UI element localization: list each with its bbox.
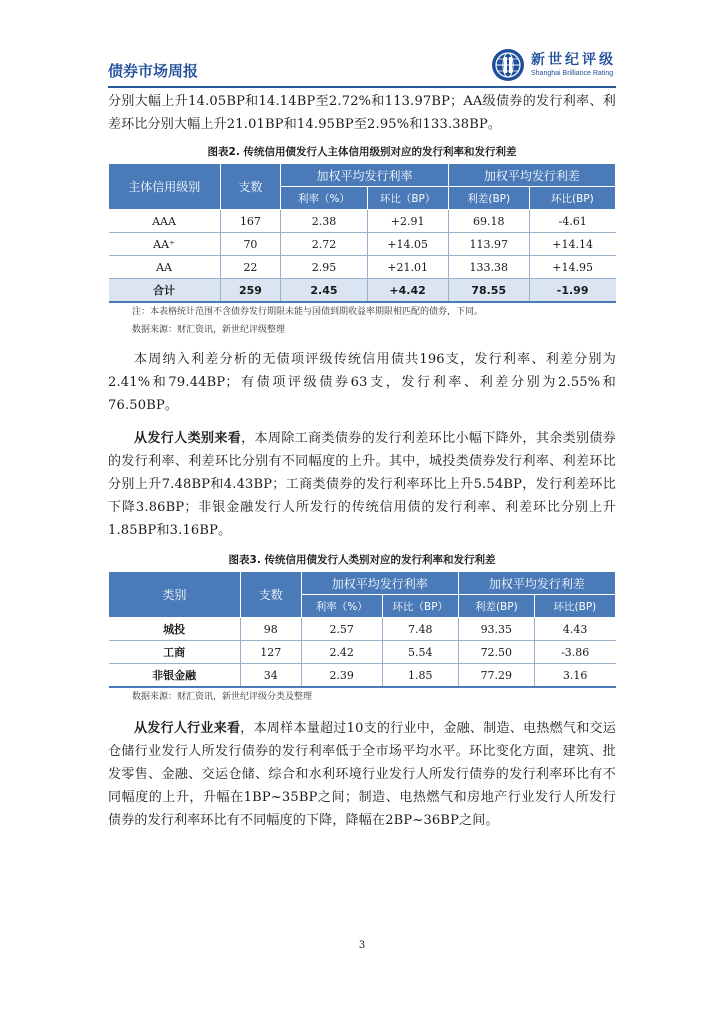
table3-header-spread: 利差(BP) [458,595,534,618]
cell-rate: 2.39 [301,664,382,688]
cell-rate: 2.45 [281,279,367,303]
table-row [109,256,616,279]
cell-spread: 78.55 [448,279,529,303]
table2-header-spread-chg: 环比(BP) [529,187,615,210]
cell-count: 70 [220,233,281,256]
cell-rate: 2.38 [281,210,367,233]
table2-source: 数据来源：财汇资讯，新世纪评级整理 [132,325,286,335]
paragraph-issuer-industry [108,717,616,832]
table2-header-count: 支数 [220,164,281,210]
cell-rate-chg: 5.54 [382,641,458,664]
lead-phrase: 从发行人行业来看 [134,721,241,736]
cell-category: 非银金融 [109,664,241,688]
cell-count: 34 [240,664,301,688]
cell-count: 98 [240,618,301,641]
cell-level: 合计 [109,279,221,303]
cell-level: AA [109,256,221,279]
table2-header-level: 主体信用级别 [109,164,221,210]
table3-header-rate-chg: 环比（BP） [382,595,458,618]
cell-rate: 2.57 [301,618,382,641]
cell-spread-chg: +14.14 [529,233,615,256]
paragraph-issuer-category [108,427,616,542]
cell-spread: 77.29 [458,664,534,688]
cell-spread: 113.97 [448,233,529,256]
table2-header-rate-chg: 环比（BP） [367,187,448,210]
cell-rate-chg: 7.48 [382,618,458,641]
table2-header-rate-group: 加权平均发行利率 [281,164,448,187]
globe-logo-icon [491,48,525,82]
paragraph-continuation: 分别大幅上升14.05BP和14.14BP至2.72%和113.97BP；AA级债券的发行利率、利差环比分别大幅上升21.01BP和14.95BP至2.95%和133.38BP。 [108,94,616,132]
page-content [108,90,616,832]
cell-level: AA⁺ [109,233,221,256]
table-total-row [109,279,616,303]
paragraph-body: ，本周除工商类债券的发行利差环比小幅下降外，其余类别债券的发行利率、利差环比分别有不同幅度的上升。其中，城投类债券发行利率、利差环比分别上升7.48BP和4.43BP；工商类债券的发行利率环比上升5.54BP，发行利差环比下降3.86BP；非银金融发行人所发行的传统信用债的发行利率、利差环比分别上升1.85BP和3.16BP。 [108,431,616,538]
paragraph-spread-analysis: 本周纳入利差分析的无债项评级传统信用债共196支，发行利率、利差分别为2.41%和79.44BP；有债项评级债券63支，发行利率、利差分别为2.55%和76.50BP。 [108,352,616,413]
cell-rate-chg: 1.85 [382,664,458,688]
table-row [109,233,616,256]
table2-note: 注：本表格统计范围不含债券发行期限未能与国债到期收益率期限相匹配的债券，下同。 [132,307,484,317]
cell-rate-chg: +4.42 [367,279,448,303]
cell-level: AAA [109,210,221,233]
table3-source: 数据来源：财汇资讯，新世纪评级分类及整理 [132,692,313,702]
page-header [108,40,616,88]
paragraph-body: ，本周样本量超过10支的行业中，金融、制造、电热燃气和交运仓储行业发行人所发行债券的发行利率低于全市场平均水平。环比变化方面，建筑、批发零售、金融、交运仓储、综合和水利环境行业发行人所发行债券的发行利率环比有不同幅度的上升，升幅在1BP~35BP之间；制造、电热燃气和房地产行业发行人所发行债券的发行利率环比有不同幅度的下降，降幅在2BP~36BP之间。 [108,721,616,828]
table3-category-rates [108,571,616,688]
cell-count: 22 [220,256,281,279]
cell-spread-chg: -4.61 [529,210,615,233]
cell-rate: 2.42 [301,641,382,664]
logo-chinese-name: 新世纪评级 [531,52,616,68]
cell-rate-chg: +2.91 [367,210,448,233]
table3-header-spread-chg: 环比(BP) [534,595,615,618]
cell-count: 167 [220,210,281,233]
cell-spread: 69.18 [448,210,529,233]
table2-header-spread: 利差(BP) [448,187,529,210]
table3-caption: 图表3. 传统信用债发行人类别对应的发行利率和发行利差 [228,554,496,566]
table3-header-category: 类别 [109,572,241,618]
table-row [109,210,616,233]
cell-spread-chg: -3.86 [534,641,615,664]
table3-header-rate-group: 加权平均发行利率 [301,572,458,595]
table-row [109,618,616,641]
table-row [109,641,616,664]
cell-spread: 133.38 [448,256,529,279]
company-logo [491,48,616,82]
cell-spread-chg: 3.16 [534,664,615,688]
cell-spread-chg: 4.43 [534,618,615,641]
cell-rate: 2.72 [281,233,367,256]
page-number: 3 [358,940,366,951]
cell-count: 259 [220,279,281,303]
cell-spread: 93.35 [458,618,534,641]
cell-category: 城投 [109,618,241,641]
cell-spread-chg: +14.95 [529,256,615,279]
table2-header-spread-group: 加权平均发行利差 [448,164,615,187]
cell-rate: 2.95 [281,256,367,279]
cell-rate-chg: +14.05 [367,233,448,256]
report-title: 债券市场周报 [108,62,199,80]
lead-phrase: 从发行人类别来看 [134,431,242,446]
table2-header-rate: 利率（%） [281,187,367,210]
table-row [109,664,616,688]
cell-rate-chg: +21.01 [367,256,448,279]
cell-count: 127 [240,641,301,664]
table3-header-spread-group: 加权平均发行利差 [458,572,615,595]
cell-category: 工商 [109,641,241,664]
table3-header-rate: 利率（%） [301,595,382,618]
table2-caption: 图表2. 传统信用债发行人主体信用级别对应的发行利率和发行利差 [207,146,517,158]
table3-header-count: 支数 [240,572,301,618]
cell-spread-chg: -1.99 [529,279,615,303]
cell-spread: 72.50 [458,641,534,664]
table2-rating-rates [108,163,616,303]
logo-english-name: Shanghai Brilliance Rating [531,70,614,77]
